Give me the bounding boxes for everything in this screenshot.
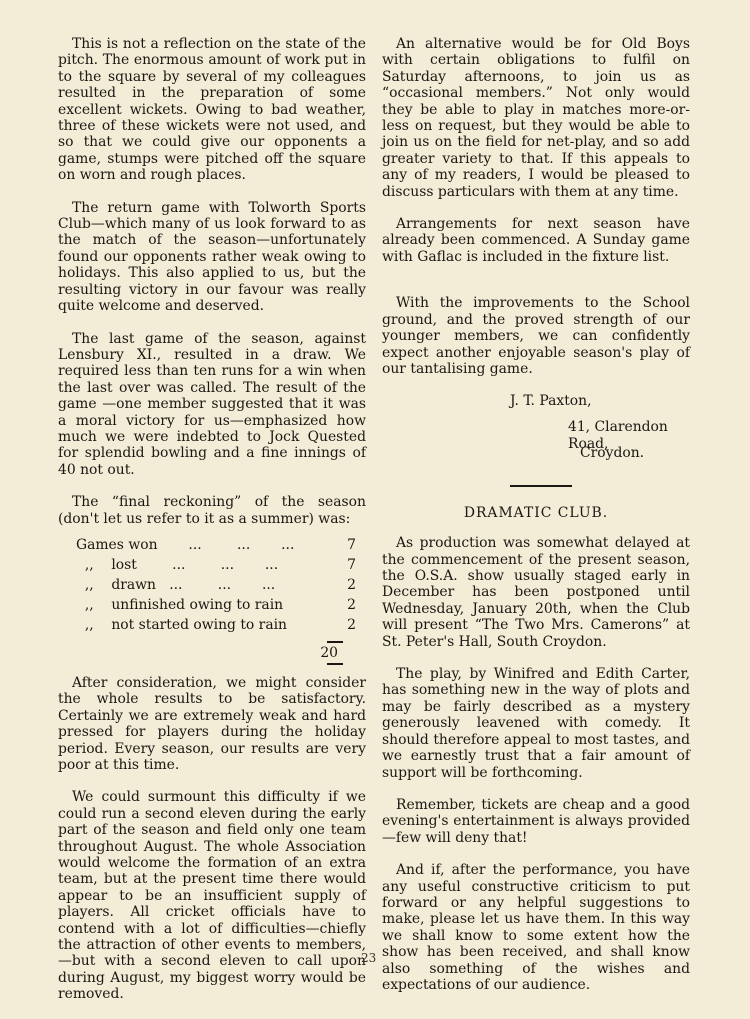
paragraph: As production was somewhat delayed at the commencement of the present season, the O.S.A. show usually staged early in December has been postponed until Wednesday, January 20th, when the Club will present “The Two Mrs. Camerons” at St. Peter's Hall, South Croydon. (382, 535, 690, 650)
results-label: ,, unfinished owing to rain (76, 596, 284, 613)
paragraph: An alternative would be for Old Boys with certain obligations to fulfil on Saturday afternoons, to join us as “occasional members.” Not only would they be able to play in matches more-or-less on request, but they would be able to join us on the field for net-play, and so add greater variety to that. If this appeals to any of my readers, I would be pleased to discuss particulars with them at any time. (382, 36, 690, 200)
paragraph: The play, by Winifred and Edith Carter, has something new in the way of plots and may be fairly described as a mystery generously leavened with comedy. It should therefore appeal to most tastes, and we earnestly trust that a fair amount of support will be forthcoming. (382, 666, 690, 781)
paragraph: The return game with Tolworth Sports Club—which many of us look forward to as the match of the season—unfortunately found our opponents rather weak owing to holidays. This also applied to us, but the resulting victory in our favour was really quite welcome and deserved. (58, 199, 366, 315)
results-total-row (58, 643, 366, 663)
paragraph: Remember, tickets are cheap and a good evening's entertainment is always provided —few will deny that! (382, 796, 690, 846)
paragraph: This is not a reflection on the state of the pitch. The enormous amount of work put in to the square by several of my colleagues resulted in the preparation of some excellent wickets. Owing to bad weather, three of these wickets were not used, and so that we could give our opponents a game, stumps were pitched off the square on worn and rough places. (58, 36, 366, 184)
season-results-table (58, 535, 366, 665)
section-heading: DRAMATIC CLUB. (463, 504, 609, 521)
results-label: ,, drawn ... ... ... (76, 576, 276, 593)
signature-block (382, 393, 690, 471)
signature-address-line1: 41, Clarendon Road, (568, 419, 668, 452)
results-value: 7 (347, 556, 356, 573)
paragraph: With the improvements to the School ground, and the proved strength of our younger members, we can confidently expect another enjoyable season's play of our tantalising game. (382, 295, 690, 377)
paragraph: Arrangements for next season have already been commenced. A Sunday game with Gaflac is included in the fixture list. (382, 216, 690, 265)
results-row (58, 575, 366, 595)
results-label: ,, lost ... ... ... (76, 556, 279, 573)
results-value: 7 (347, 536, 356, 553)
left-column (58, 36, 366, 1019)
section-divider (510, 485, 572, 487)
results-value: 2 (347, 596, 356, 613)
results-row (58, 555, 366, 575)
results-value: 2 (347, 576, 356, 593)
paragraph: We could surmount this difficulty if we could run a second eleven during the early part of the season and field only one team throughout August. The whole Association would welcome the formation of an extra team, but at the present time there would appear to be an insufficient supply of players. All cricket officials have to contend with a lot of difficulties—chiefly the attraction of other events to members,—but with a second eleven to call upon during August, my biggest worry would be removed. (58, 789, 366, 1003)
total-rule-bottom (327, 663, 343, 665)
results-row (58, 615, 366, 635)
signature-address-line2: Croydon. (580, 445, 645, 462)
results-value: 2 (347, 616, 356, 633)
results-label: ,, not started owing to rain (76, 616, 287, 633)
results-total: 20 (320, 644, 338, 661)
paragraph: And if, after the performance, you have any useful constructive criticism to put forward or any helpful suggestions to make, please let us have them. In this way we shall know to some extent how the show has been received, and shall know also something of the wishes and expectations of our audience. (382, 862, 690, 993)
results-label: Games won ... ... ... (76, 536, 295, 553)
page-number: 23 (361, 951, 377, 965)
signature-name: J. T. Paxton, (510, 393, 592, 410)
results-row (58, 595, 366, 615)
paragraph: After consideration, we might consider the whole results to be satisfactory. Certainly we are extremely weak and hard pressed for players during the holiday period. Every season, our results are very poor at this time. (58, 674, 366, 773)
paragraph: The “final reckoning” of the season (don't let us refer to it as a summer) was: (58, 494, 366, 527)
paragraph: The last game of the season, against Lensbury XI., resulted in a draw. We required less than ten runs for a win when the last over was called. The result of the game —one member suggested that it was a moral victory for us—emphasized how much we were indebted to Jock Quested for splendid bowling and a fine innings of 40 not out. (58, 330, 366, 478)
right-column (382, 36, 690, 1009)
results-row (58, 535, 366, 555)
